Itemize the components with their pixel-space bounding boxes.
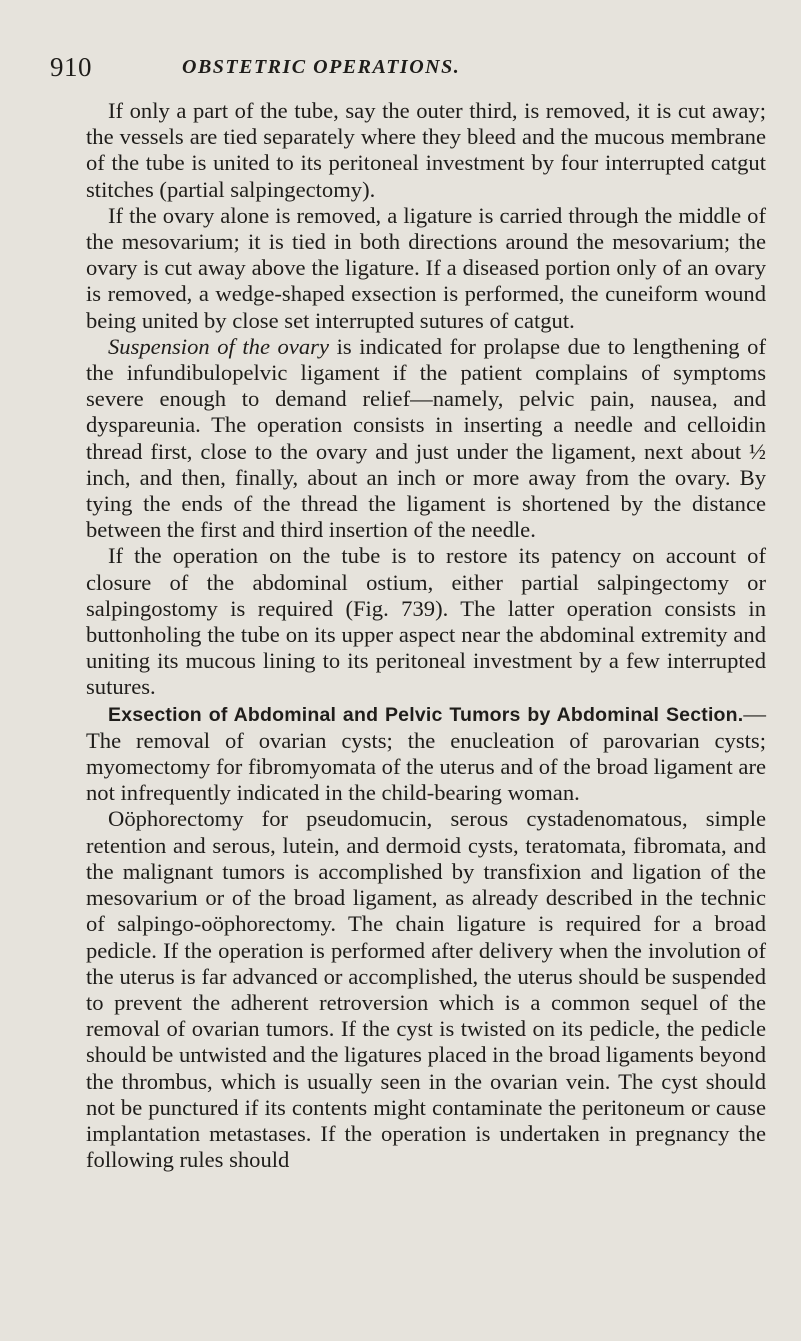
paragraph	[86, 806, 766, 1173]
paragraph-text: If the operation on the tube is to restore its patency on account of closure of the abdominal ostium, either partial salpingectomy or salpingostomy is required (Fig. 739). The latter operation consists in buttonholing the tube on its upper aspect near the abdominal extremity and uniting its mucous lining to its peritoneal investment by a few interrupted sutures.	[86, 543, 766, 700]
paragraph-lead-italic: Suspension of the ovary	[108, 333, 329, 359]
paragraph	[86, 98, 766, 203]
section-heading: Exsection of Abdominal and Pelvic Tumors by Abdominal Section.	[108, 703, 744, 726]
page-number: 910	[50, 52, 92, 82]
paragraph	[86, 701, 766, 807]
page-header	[50, 52, 750, 92]
paragraph-text: is indicated for prolapse due to lengthening of the infundibulopelvic ligament if the patient complains of symptoms severe enough to demand relief—namely, pelvic pain, nausea, and dyspareunia. The operation consists in inserting a needle and celloidin thread first, close to the ovary and just under the ligament, next about ½ inch, and then, finally, about an inch or more away from the ovary. By tying the ends of the thread the ligament is shortened by the distance between the first and third insertion of the needle.	[86, 333, 766, 543]
paragraph	[86, 543, 766, 700]
paragraph-text: Oöphorectomy for pseudomucin, serous cystadenomatous, simple retention and serous, lutein, and dermoid cysts, teratomata, fibromata, and the malignant tumors is accomplished by transfixion and ligation of the mesovarium or of the broad ligament, as already described in the technic of salpingo-oöphorectomy. The chain ligature is required for a broad pedicle. If the operation is performed after delivery when the involution of the uterus is far advanced or accomplished, the uterus should be suspended to prevent the adherent retroversion which is a common sequel of the removal of ovarian tumors. If the cyst is twisted on its pedicle, the pedicle should be untwisted and the ligatures placed in the broad ligaments beyond the thrombus, which is usually seen in the ovarian vein. The cyst should not be punctured if its contents might contaminate the peritoneum or cause implantation metastases. If the operation is undertaken in pregnancy the following rules should	[86, 806, 766, 1173]
running-head: OBSTETRIC OPERATIONS.	[182, 56, 461, 78]
body-text	[86, 98, 766, 1173]
paragraph	[86, 203, 766, 334]
paragraph-text: —The removal of ovarian cysts; the enucleation of parovarian cysts; myomectomy for fibromyomata of the uterus and of the broad ligament are not infrequently indicated in the child-bearing woman.	[86, 700, 766, 806]
paragraph-text: If only a part of the tube, say the outer third, is removed, it is cut away; the vessels are tied separately where they bleed and the mucous membrane of the tube is united to its peritoneal investment by four interrupted catgut stitches (partial salpingectomy).	[86, 98, 766, 202]
paragraph-text: If the ovary alone is removed, a ligature is carried through the middle of the mesovarium; it is tied in both directions around the mesovarium; the ovary is cut away above the ligature. If a diseased portion only of an ovary is removed, a wedge-shaped exsection is performed, the cuneiform wound being united by close set interrupted sutures of catgut.	[86, 202, 766, 333]
paragraph	[86, 334, 766, 544]
